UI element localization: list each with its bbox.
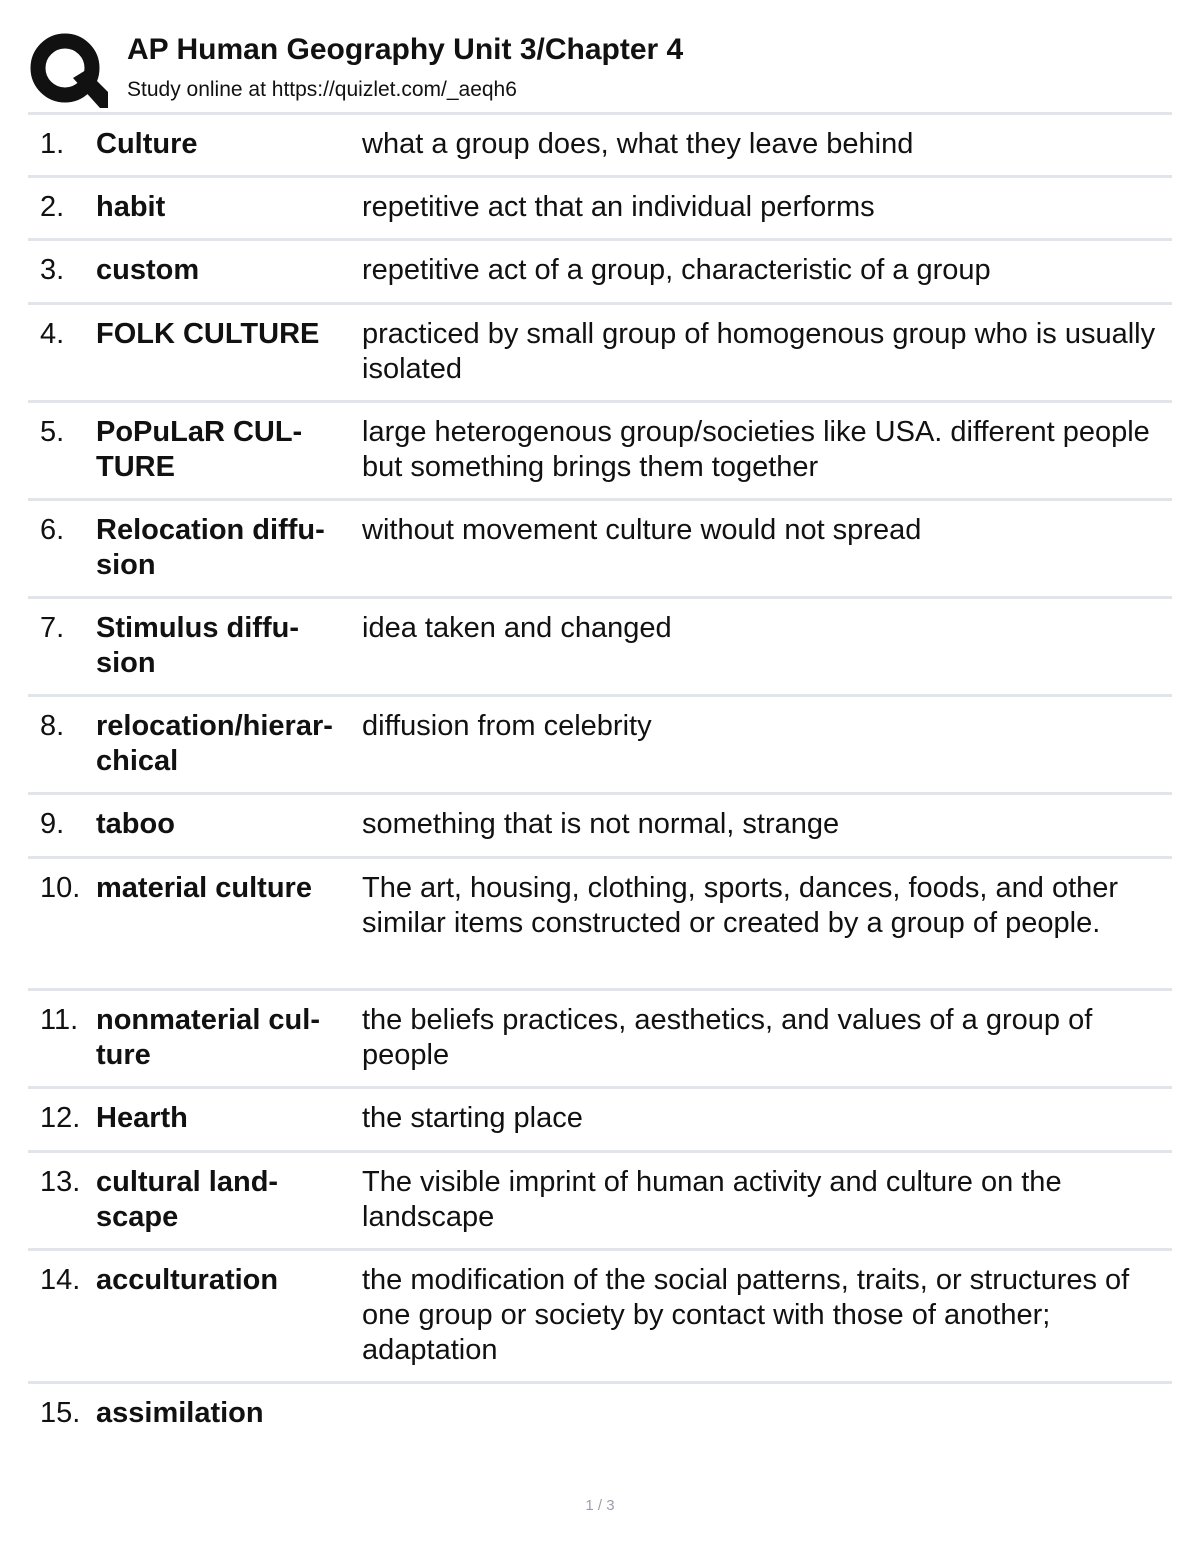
term-word: assimilation	[96, 1397, 264, 1429]
term-word: Stimulus diffu- sion	[96, 612, 299, 679]
term-row	[28, 1251, 1172, 1384]
term-row	[28, 1153, 1172, 1251]
term-word: Relocation diffu- sion	[96, 514, 325, 581]
term-definition: the modification of the social patterns, traits, or structures of one group or society by contact with those of another; adaptation	[362, 1264, 1130, 1366]
term-definition: the starting place	[362, 1102, 583, 1134]
study-online-link[interactable]: Study online at https://quizlet.com/_aeqh6	[127, 78, 517, 101]
term-word: PoPuLaR CUL- TURE	[96, 416, 303, 483]
term-number: 6.	[40, 514, 65, 546]
term-row	[28, 241, 1172, 305]
term-word: cultural land- scape	[96, 1166, 279, 1233]
document-title: AP Human Geography Unit 3/Chapter 4	[127, 33, 684, 66]
term-number: 15.	[40, 1397, 81, 1429]
term-definition: the beliefs practices, aesthetics, and values of a group of people	[362, 1004, 1093, 1071]
term-definition: repetitive act of a group, characteristic of a group	[362, 254, 991, 286]
term-row	[28, 859, 1172, 991]
term-definition: The visible imprint of human activity and culture on the landscape	[362, 1166, 1062, 1233]
term-number: 11.	[40, 1004, 79, 1036]
term-definition: practiced by small group of homogenous group who is usually isolated	[362, 318, 1156, 385]
quizlet-q-logo-icon	[28, 30, 108, 110]
term-definition: without movement culture would not spread	[362, 514, 922, 546]
term-word: nonmaterial cul- ture	[96, 1004, 320, 1071]
term-row	[28, 305, 1172, 403]
page-header	[28, 28, 1172, 112]
term-definition: The art, housing, clothing, sports, dances, foods, and other similar items constructed or created by a group of people.	[362, 872, 1119, 939]
term-word: FOLK CULTURE	[96, 318, 320, 350]
term-number: 8.	[40, 710, 65, 742]
term-row	[28, 1384, 1172, 1464]
term-number: 2.	[40, 191, 65, 223]
term-number: 13.	[40, 1166, 81, 1198]
term-row	[28, 795, 1172, 859]
term-word: Hearth	[96, 1102, 188, 1134]
term-definition: large heterogenous group/societies like USA. different people but something brings them together	[362, 416, 1150, 483]
term-definition: something that is not normal, strange	[362, 808, 840, 840]
term-number: 12.	[40, 1102, 81, 1134]
term-number: 7.	[40, 612, 65, 644]
term-row	[28, 991, 1172, 1089]
term-number: 4.	[40, 318, 65, 350]
term-row	[28, 599, 1172, 697]
term-row	[28, 115, 1172, 178]
term-word: taboo	[96, 808, 175, 840]
term-word: habit	[96, 191, 166, 223]
term-number: 5.	[40, 416, 65, 448]
term-word: custom	[96, 254, 200, 286]
term-row	[28, 403, 1172, 501]
terms-table	[28, 112, 1172, 1464]
term-definition: repetitive act that an individual performs	[362, 191, 875, 223]
term-number: 3.	[40, 254, 65, 286]
term-word: acculturation	[96, 1264, 279, 1296]
term-number: 10.	[40, 872, 81, 904]
term-definition: idea taken and changed	[362, 612, 672, 644]
term-number: 1.	[40, 128, 65, 160]
term-definition: diffusion from celebrity	[362, 710, 652, 742]
term-row	[28, 501, 1172, 599]
term-row	[28, 1089, 1172, 1153]
term-definition: what a group does, what they leave behind	[362, 128, 914, 160]
term-word: relocation/hierar- chical	[96, 710, 333, 777]
term-number: 14.	[40, 1264, 81, 1296]
page-indicator: 1 / 3	[585, 1497, 615, 1514]
term-row	[28, 178, 1172, 241]
term-number: 9.	[40, 808, 65, 840]
term-word: Culture	[96, 128, 198, 160]
term-word: material culture	[96, 872, 312, 904]
term-row	[28, 697, 1172, 795]
